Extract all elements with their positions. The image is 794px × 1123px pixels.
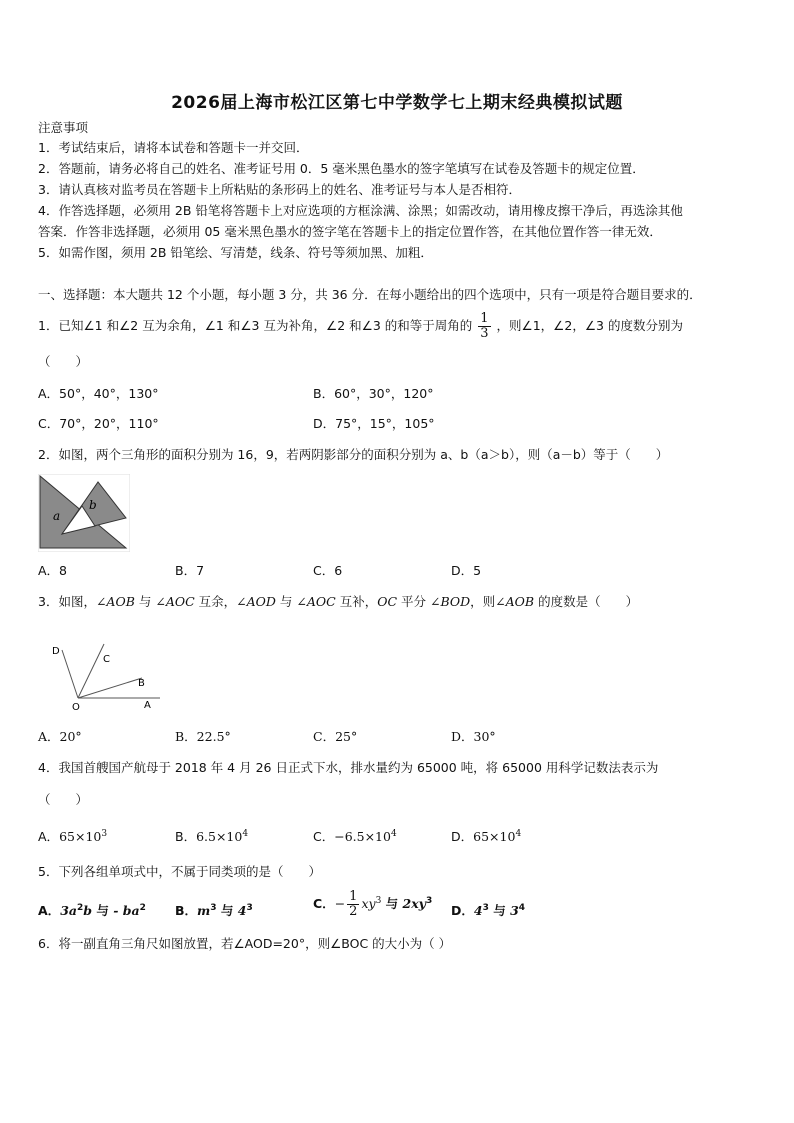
exponent: 3 xyxy=(210,903,217,913)
question-5-stem: 5．下列各组单项式中，不属于同类项的是（ ） xyxy=(38,864,321,879)
ray-oc-line xyxy=(78,644,104,698)
option-exponent: 4 xyxy=(242,829,249,839)
option-d xyxy=(451,826,521,845)
triangles-figure xyxy=(38,474,130,552)
option-exponent: 4 xyxy=(390,829,397,839)
option-c: C．70°，20°，110° xyxy=(38,416,159,431)
option-c: C．25° xyxy=(313,729,358,744)
term: - ba xyxy=(113,903,140,919)
question-3-stem xyxy=(38,594,638,610)
q3-text: 互补， xyxy=(335,594,378,609)
term: b xyxy=(83,903,92,919)
question-2-stem: 2．如图，两个三角形的面积分别为 16，9，若两阴影部分的面积分别为 a、b（a＞b），则（a－b）等于（ ） xyxy=(38,447,669,462)
option-value: −6.5×10 xyxy=(334,829,391,845)
q3-text: ，则 xyxy=(470,594,496,609)
label-c: C xyxy=(103,654,110,665)
option-a: A．20° xyxy=(38,729,82,744)
label-b: b xyxy=(89,498,97,512)
option-d: D．75°，15°，105° xyxy=(313,416,435,431)
option-b xyxy=(175,826,248,845)
option-c: C．6 xyxy=(313,563,343,578)
q1-stem-part: ，则∠1，∠2，∠3 的度数分别为 xyxy=(496,318,683,333)
notice-item: 1．考试结束后，请将本试卷和答题卡一并交回． xyxy=(38,140,309,155)
q3-text: 平分 xyxy=(397,594,430,609)
option-d: D．5 xyxy=(451,563,482,578)
page-title: 2026届上海市松江区第七中学数学七上期末经典模拟试题 xyxy=(171,93,623,113)
option-letter: C． xyxy=(313,829,335,845)
label-a: A xyxy=(144,700,151,711)
fraction xyxy=(347,890,359,919)
option-b: B．7 xyxy=(175,563,205,578)
angle-aoc: ∠AOC xyxy=(155,594,195,609)
ray-od xyxy=(62,650,78,698)
option-letter: C． xyxy=(313,896,335,911)
term: m xyxy=(197,903,211,919)
notice-item: 答案．作答非选择题，必须用 05 毫米黑色墨水的签字笔在答题卡上的指定位置作答，在其他位置作答一律无效． xyxy=(38,224,662,239)
exponent: 2 xyxy=(139,903,146,913)
section-heading: 一、选择题：本大题共 12 个小题，每小题 3 分，共 36 分．在每小题给出的四个选项中，只有一项是符合题目要求的． xyxy=(38,287,702,302)
exponent: 3 xyxy=(425,895,433,906)
exponent: 3 xyxy=(482,903,489,913)
ray-ob xyxy=(78,678,142,698)
term: 4 xyxy=(237,903,247,919)
connector: 与 xyxy=(381,896,403,911)
angle-figure xyxy=(46,640,166,712)
ray-oc: OC xyxy=(377,594,398,609)
option-b: B．60°，30°，120° xyxy=(313,386,434,401)
connector: 与 xyxy=(216,903,238,919)
notice-item: 4．作答选择题，必须用 2B 铅笔将答题卡上对应选项的方框涂满、涂黑；如需改动，请用橡皮擦干净后，再选涂其他 xyxy=(38,203,683,218)
option-value: 65×10 xyxy=(59,829,102,845)
fraction-numerator: 1 xyxy=(349,889,358,904)
connector: 与 xyxy=(488,903,511,919)
angle-aoc: ∠AOC xyxy=(296,594,336,609)
fraction-numerator: 1 xyxy=(480,311,489,326)
fraction xyxy=(478,312,490,341)
label-a: a xyxy=(53,509,61,523)
term: 2xy xyxy=(402,896,426,911)
option-c xyxy=(313,890,432,919)
notice-item: 5．如需作图，须用 2B 铅笔绘、写清楚，线条、符号等须加黑、加粗． xyxy=(38,245,433,260)
angle-aob: ∠AOB xyxy=(495,594,535,609)
label-o: O xyxy=(72,702,80,712)
label-b: B xyxy=(138,678,145,689)
answer-paren: （ ） xyxy=(38,354,89,369)
option-d xyxy=(451,900,525,919)
option-letter: A． xyxy=(38,903,61,919)
exponent: 2 xyxy=(76,903,84,913)
q3-text: 与 xyxy=(134,594,156,609)
fraction-denominator: 2 xyxy=(349,904,358,919)
label-d: D xyxy=(52,646,60,657)
q3-text: 的度数是（ ） xyxy=(534,594,639,609)
q1-stem-part: 1．已知∠1 和∠2 互为余角，∠1 和∠3 互为补角，∠2 和∠3 的和等于周角的 xyxy=(38,318,473,333)
question-1-stem xyxy=(38,312,683,341)
fraction-denominator: 3 xyxy=(480,326,489,341)
option-letter: B． xyxy=(175,829,197,845)
option-a: A．50°，40°，130° xyxy=(38,386,159,401)
angle-bod: ∠BOD xyxy=(429,594,471,609)
option-exponent: 4 xyxy=(515,829,522,839)
exponent: 4 xyxy=(518,903,526,913)
exponent: 3 xyxy=(246,903,253,913)
option-letter: A． xyxy=(38,829,60,845)
option-a xyxy=(38,826,107,845)
option-letter: D． xyxy=(451,903,474,919)
answer-paren: （ ） xyxy=(38,792,89,807)
option-c xyxy=(313,826,397,845)
option-letter: B． xyxy=(175,903,198,919)
notice-item: 3．请认真核对监考员在答题卡上所粘贴的条形码上的姓名、准考证号与本人是否相符． xyxy=(38,182,521,197)
exponent: 3 xyxy=(375,895,382,906)
term: 3a xyxy=(60,903,77,919)
minus-sign: − xyxy=(334,896,346,911)
q3-text: 3．如图， xyxy=(38,594,96,609)
notice-heading: 注意事项 xyxy=(38,120,89,135)
connector: 与 xyxy=(92,903,114,919)
notice-item: 2．答题前，请务必将自己的姓名、准考证号用 0．5 毫米黑色墨水的签字笔填写在试卷及答题卡的规定位置． xyxy=(38,161,645,176)
angle-aod: ∠AOD xyxy=(236,594,276,609)
q3-text: 与 xyxy=(275,594,297,609)
option-d: D．30° xyxy=(451,729,496,744)
option-a xyxy=(38,900,146,919)
option-value: 65×10 xyxy=(473,829,516,845)
option-b xyxy=(175,900,253,919)
term: xy xyxy=(361,896,376,911)
term: 4 xyxy=(473,903,483,919)
angle-aob: ∠AOB xyxy=(95,594,135,609)
term: 3 xyxy=(510,903,519,919)
option-exponent: 3 xyxy=(101,829,108,839)
question-4-stem: 4．我国首艘国产航母于 2018 年 4 月 26 日正式下水，排水量约为 65000 吨，将 65000 用科学记数法表示为 xyxy=(38,760,659,775)
option-value: 6.5×10 xyxy=(196,829,243,845)
q3-text: 互余， xyxy=(194,594,237,609)
option-a: A．8 xyxy=(38,563,68,578)
option-b: B．22.5° xyxy=(175,729,231,744)
option-letter: D． xyxy=(451,829,474,845)
question-6-stem: 6．将一副直角三角尺如图放置，若∠AOD=20°，则∠BOC 的大小为（ ） xyxy=(38,936,452,951)
